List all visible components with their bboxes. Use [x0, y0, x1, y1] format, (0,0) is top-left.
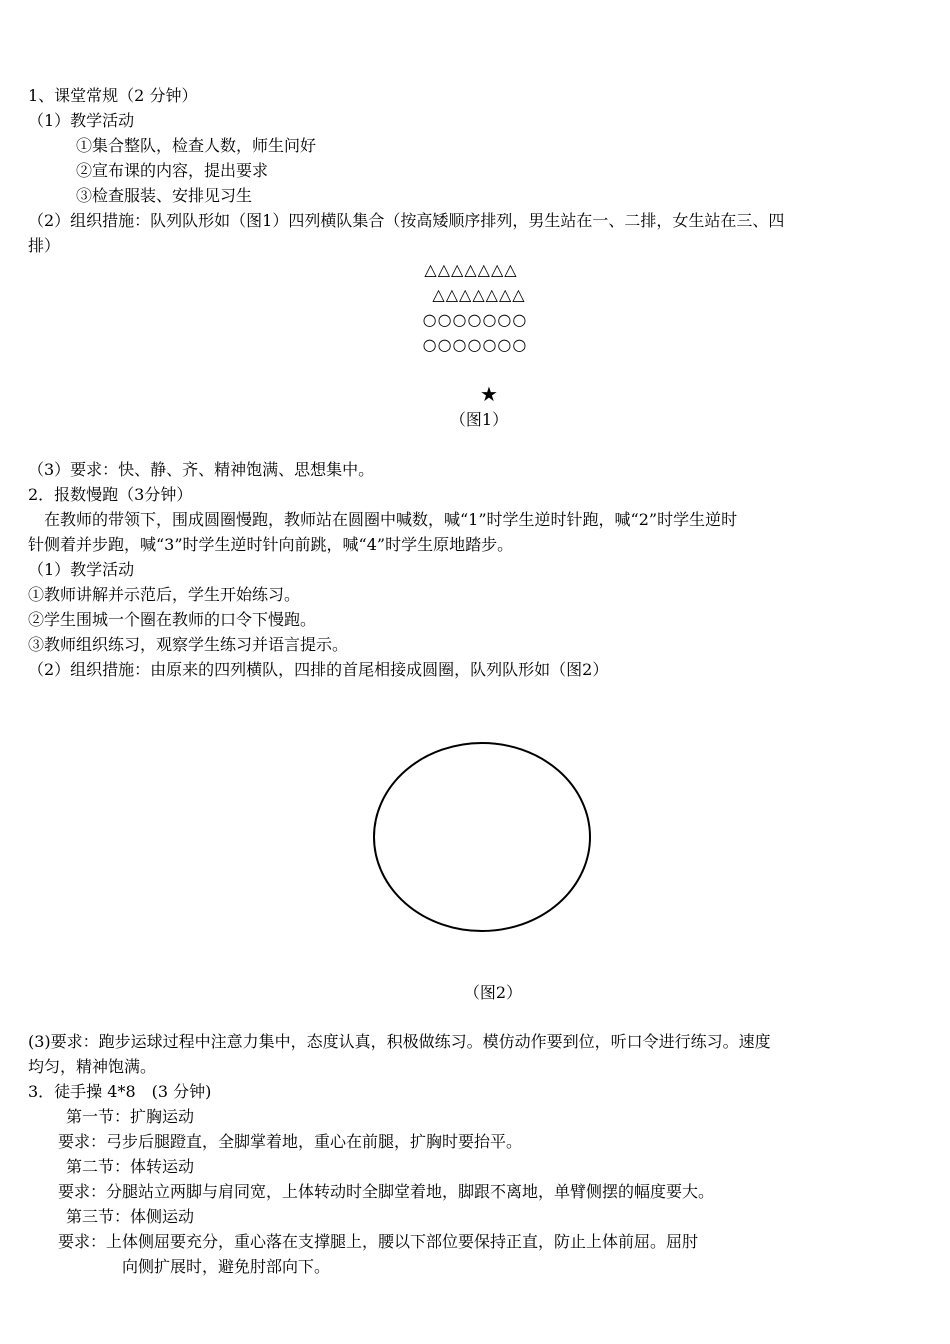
exercise-1-requirement: 要求：弓步后腿蹬直，全脚掌着地，重心在前腿，扩胸时要抬平。	[58, 1132, 523, 1151]
section1-requirement: （3）要求：快、静、齐、精神饱满、思想集中。	[28, 460, 375, 479]
section1-measure-line2: 排）	[28, 236, 61, 255]
section1-activity-3: ③检查服装、安排见习生	[76, 186, 253, 205]
section2-activity-2: ②学生围城一个圈在教师的口令下慢跑。	[28, 610, 317, 629]
exercise-2-requirement: 要求：分腿站立两脚与肩同宽，上体转动时全脚堂着地，脚跟不离地，单臂侧摆的幅度要大。	[58, 1182, 715, 1201]
figure1-caption: （图1）	[449, 410, 509, 429]
formation-row-3: ○○○○○○○	[422, 310, 528, 329]
section2-measure: （2）组织措施：由原来的四列横队，四排的首尾相接成圆圈，队列队形如（图2）	[28, 660, 609, 679]
section1-heading: 1、课堂常规（2 分钟）	[28, 86, 198, 105]
formation-row-1: △△△△△△△	[424, 260, 518, 279]
section2-heading: 2．报数慢跑（3分钟）	[28, 485, 193, 504]
section2-activity-3: ③教师组织练习，观察学生练习并语言提示。	[28, 635, 349, 654]
exercise-3-requirement-cont: 向侧扩展时，避免肘部向下。	[122, 1257, 331, 1276]
exercise-3-title: 第三节：体侧运动	[66, 1207, 195, 1226]
section2-req-line2: 均匀，精神饱满。	[28, 1057, 157, 1076]
exercise-1-title: 第一节：扩胸运动	[66, 1107, 195, 1126]
formation-row-2: △△△△△△△	[432, 285, 526, 304]
section2-activity-label: （1）教学活动	[28, 560, 135, 579]
section2-req-line1: (3)要求：跑步运球过程中注意力集中，态度认真，积极做练习。模仿动作要到位，听口令进行练习。速度	[28, 1032, 771, 1051]
section1-measure-line1: （2）组织措施：队列队形如（图1）四列横队集合（按高矮顺序排列，男生站在一、二排，女生站在三、四	[28, 211, 785, 230]
formation-row-4: ○○○○○○○	[422, 335, 528, 354]
teacher-star-icon: ★	[480, 382, 498, 406]
section2-desc-line1: 在教师的带领下，围成圆圈慢跑，教师站在圆圈中喊数，喊“1”时学生逆时针跑，喊“2”时学生逆时	[28, 510, 738, 529]
section3-heading: 3．徒手操 4*8 (3 分钟)	[28, 1082, 212, 1101]
exercise-2-title: 第二节：体转运动	[66, 1157, 195, 1176]
figure2-caption: （图2）	[463, 983, 523, 1002]
exercise-3-requirement: 要求：上体侧屈要充分，重心落在支撑腿上，腰以下部位要保持正直，防止上体前屈。屈肘	[58, 1232, 699, 1251]
circle-formation-diagram	[368, 738, 596, 936]
section2-desc-line2: 针侧着并步跑，喊“3”时学生逆时针向前跳，喊“4”时学生原地踏步。	[28, 535, 514, 554]
section1-activity-2: ②宣布课的内容，提出要求	[76, 161, 269, 180]
section2-activity-1: ①教师讲解并示范后，学生开始练习。	[28, 585, 301, 604]
section1-activity-1: ①集合整队，检查人数，师生问好	[76, 136, 317, 155]
section1-activity-label: （1）教学活动	[28, 111, 135, 130]
